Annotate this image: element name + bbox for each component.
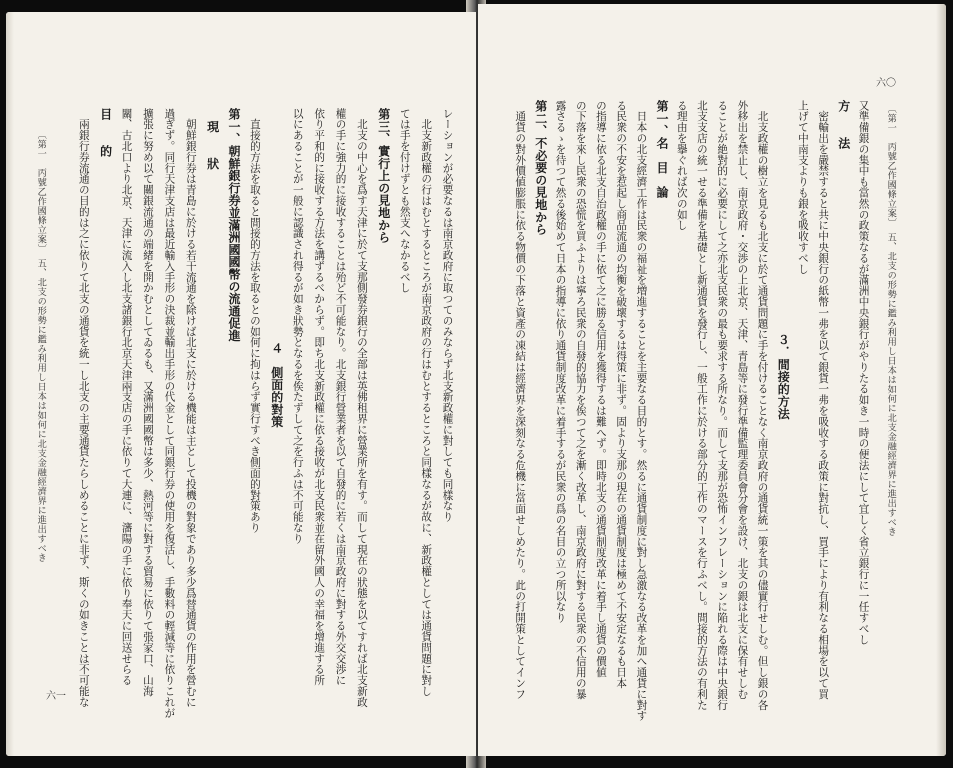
text-column: 北支政權の樹立を見るも北支に於て通貨問題に手を付けることなく南京政府の通貨統一策を其の儘實行せしむ。但し銀の各: [756, 100, 769, 711]
text-column: ４ 側面的對策: [269, 108, 284, 428]
text-column: 外移出を禁止し、南京政府・交渉の上北京、天津、青島等に發行準備監理委員會分會を設け、北支の銀は北支に保有せしむ: [736, 100, 749, 700]
text-column: の下落を來し民衆の恐慌を買ふよりは寧ろ民衆の自發的協力を俟つて之を漸く改革し、南京政府に對する民衆の不信用の暴: [574, 100, 587, 700]
text-column: 第三、實行上の見地から: [376, 108, 391, 244]
right-page: [478, 4, 946, 756]
left-page-number: 六一: [46, 691, 66, 702]
text-column: 日本の北支經濟工作は民衆の福祉を増進することを主要なる目的とす。然るに通貨制度に對し急激なる改革を加へ通貨に對す: [635, 100, 648, 722]
text-column: 密輸出を嚴禁すると共に中央銀行の紙幣一弗を以て銀貨一弗を吸收する政策に對抗し、買手により有利なる相場を以て買: [817, 100, 830, 700]
text-column: 現 狀: [205, 108, 220, 170]
text-column: 兩銀行券流通の目的は之に依りて北支の通貨を統一し北支の主要通貨たらしめることに非ず、斯くの如きことは不可能な: [77, 108, 90, 708]
text-column: 北支新政權の行はむとするところが南京政府の行はむとするところと同樣なるが故に、新政權としては通貨問題に對し: [420, 108, 433, 697]
text-column: 第一、朝鮮銀行券並滿洲國國幣の流通促進: [227, 108, 241, 342]
text-column: 又準備銀の集中も當然の政策なるが滿洲中央銀行がやりたる如き一時の便法にして宜しく省立銀行に一任すべし: [857, 100, 870, 645]
text-column: 關、古北口より北京、天津に流入し北支諸銀行北京天津兩支店の手に依りて大連に、瀋陽の手に依り奉天に回送せらる: [120, 108, 133, 686]
text-column: 通貨の對外價値膨脹に依る物價の下落と資產の凍結は經濟界を深刻なる危機に當面せしめたり。此の打開策としてインフ: [514, 100, 527, 700]
text-column: 以にあることが一般に認識され得るが如き狀勢となるを俟たずして之を行ふは不可能なり: [291, 108, 304, 544]
text-column: 目 的: [98, 108, 113, 158]
text-column: ３．間接的方法: [776, 100, 791, 420]
text-column: レーションが必要なるは南京政府に取つてのみならず北支新政權に對しても同樣なり: [441, 108, 454, 523]
text-column: る民衆の不安を惹起し商品流通の均衡を破壞するは得策に非ず。固より支那の現在の通貨制度は極めて不安定なるも日本: [615, 100, 628, 689]
text-column: 第二、不必要の見地から: [533, 100, 548, 236]
text-column: 擴張に努め以て關銀流通の端緒を開かむとしてゐるも、又滿洲國國幣は多少、熱河等に對する貿易に依りて張家口、山海: [141, 108, 154, 697]
left-page: [6, 12, 476, 756]
text-column: ては手を付けずとも然支へなかるべし: [398, 108, 411, 294]
text-column: る理由を擧ぐれば次の如し: [675, 100, 688, 231]
text-column: 露さるゝを待つて然る後始めて日本の指導に依り通貨制度改革に着手するが民衆の爲の名目の立つ所以なり: [554, 100, 567, 624]
text-column: 直接的方法を取ると間接的方法を取るとの如何に拘はらず實行すべき側面的對策あり: [248, 108, 261, 534]
text-column: の指導に依る北支自治政權の手に依て之に勝る信用を獲得するは難へず。即時北支の通貨制度改革に着手し通貨の價値: [594, 100, 607, 678]
text-column: 方 法: [836, 100, 851, 150]
right-page-number: 六〇: [876, 78, 896, 89]
text-column: 上げて中南支よりも銀を吸收すべし: [796, 100, 809, 275]
right-running-head: 〔第一 丙號乙作國條立案〕 五、北支の形勢に鑑み利用し日本は如何に北支金融經濟界に進出すべき: [885, 104, 897, 537]
text-column: 北支の中心を爲す天津に於て支那側發券銀行の全部は英佛租界に營業所を有す。而して現在の狀態を以てすれば北支新政: [355, 108, 368, 708]
text-column: 第一、名 目 論: [655, 100, 669, 199]
right-page-columns: [478, 4, 946, 756]
text-column: 依り平和的に接收する方法を講ずるべからず。即ち北支新政權に依る接收が北支民衆並在留外國人の幸福を增進する所: [313, 108, 326, 686]
text-column: 北支支店の統一せる準備を基礎とし新通貨を發行し、一般工作に於ける部分的工作のマースを行ふべし。間接的方法の有利た: [695, 100, 708, 711]
left-page-columns: [6, 12, 476, 756]
left-running-head: 〔第一 丙號乙作國條立案〕 五、北支の形勢に鑑み利用し日本は如何に北支金融經濟界に進出すべき: [35, 130, 47, 563]
text-column: 過ぎず。同行天津支店は最近輸入手形の決裁並輸出手形の代金として同銀行券の使用を復活し、手數料の輕減等に依りこれが: [163, 108, 176, 719]
text-column: ることが絶對的に必要にして之亦北支民衆の最も要求する所なり。而して支那が恐怖インフレーションに陥れる際は中央銀行: [716, 100, 729, 711]
text-column: 朝鮮銀行券は青島に於ける若干流通を除けば北支に於ける機能は主として投機の對象であり多少爲替通貨の作用を營むに: [184, 108, 197, 708]
text-column: 權の手に強力的に接收することは殆ど不可能なり。北支銀行營業者を以て自發的に若くは南京政府に對する外交交渉に: [334, 108, 347, 686]
